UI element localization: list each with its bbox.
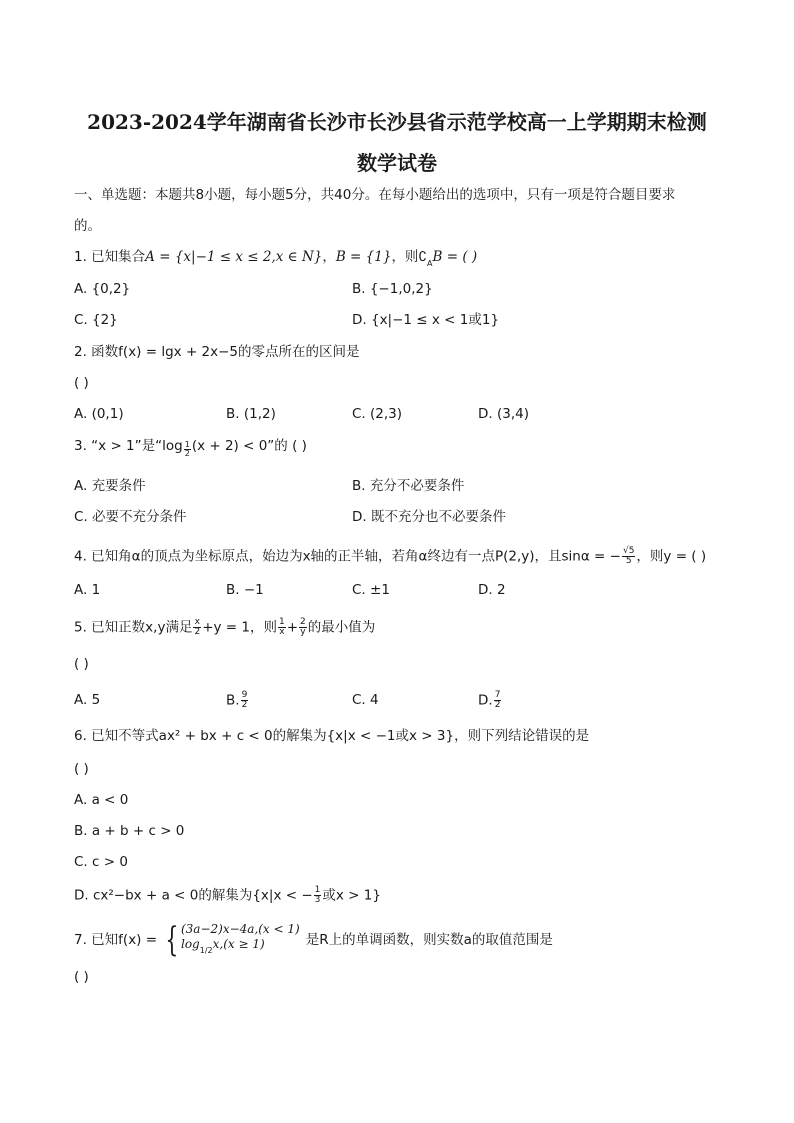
exam-title-line1: 2023-2024学年湖南省长沙市长沙县省示范学校高一上学期期末检测 (87, 110, 707, 134)
q5-option-a: A. 5 (74, 692, 101, 708)
q5-f2-den: x (279, 627, 285, 637)
q4-frac-den: 5 (625, 556, 632, 566)
q5-option-b-label: B. (226, 692, 240, 709)
q6-option-d-text-a: D. cx²−bx + a < 0的解集为{x|x < − (74, 887, 313, 904)
exam-title-line2: 数学试卷 (357, 151, 437, 175)
q2-option-b: B. (1,2) (226, 406, 276, 422)
q4-option-d: D. 2 (478, 582, 506, 598)
q5-paren: ( ) (74, 656, 89, 672)
q1-text-a: 1. 已知集合 (74, 249, 146, 265)
q6-option-b: B. a + b + c > 0 (74, 823, 185, 839)
q7-piecewise-brace: { (165, 920, 179, 960)
q7-text-a: 7. 已知f(x) = (74, 932, 162, 948)
q3-text-b: (x + 2) < 0”的 ( ) (191, 438, 307, 454)
question-7-stem (74, 922, 553, 958)
q6-paren: ( ) (74, 761, 89, 777)
q3-option-d: D. 既不充分也不必要条件 (352, 509, 506, 525)
question-4-stem (74, 547, 706, 566)
q7-case-2 (181, 937, 300, 958)
q4-option-a: A. 1 (74, 582, 101, 598)
q2-paren: ( ) (74, 375, 89, 391)
q5-f3-num: 2 (300, 617, 306, 627)
q7-case-2-base: 1/2 (199, 946, 213, 955)
q3-text-a: 3. “x > 1”是“log (74, 438, 183, 454)
q7-piecewise-cases (181, 922, 300, 958)
q3-log-base-den: 2 (184, 449, 190, 458)
q5-f1-den: 2 (194, 627, 201, 637)
question-3-stem (74, 437, 307, 458)
q1-sep: ， (322, 249, 336, 265)
q4-sin-fraction (622, 547, 635, 566)
q6-option-d-text-b: 或x > 1} (322, 887, 381, 904)
q4-frac-num: √5 (622, 546, 635, 556)
q7-paren: ( ) (74, 969, 89, 985)
q5-frac-2-over-y (299, 618, 307, 637)
q7-text-b: 是R上的单调函数，则实数a的取值范围是 (305, 932, 553, 948)
q3-option-b: B. 充分不必要条件 (352, 478, 465, 494)
question-5-stem (74, 618, 375, 637)
question-1-stem (74, 248, 477, 273)
q3-option-a: A. 充要条件 (74, 478, 146, 494)
q5-option-c: C. 4 (352, 692, 379, 708)
q2-option-d: D. (3,4) (478, 406, 529, 422)
q1-set-b: B = {1} (335, 249, 392, 265)
q1-text-b: ，则∁ (391, 249, 428, 265)
q7-case-2-expr: x,(x ≥ 1) (212, 937, 265, 951)
q1-text-c: B = ( ) (432, 249, 478, 265)
q7-case-1: (3a−2)x−4a,(x < 1) (180, 922, 300, 936)
q5-text-a: 5. 已知正数x,y满足 (74, 619, 193, 636)
q5-option-b (226, 691, 249, 710)
q5-f1-num: x (194, 617, 200, 627)
q6-option-d-frac (314, 886, 322, 905)
q6-option-c: C. c > 0 (74, 854, 128, 870)
q7-case-2-log: log (180, 937, 200, 951)
q3-option-c: C. 必要不充分条件 (74, 509, 187, 525)
q5-option-d-den: 2 (494, 700, 501, 710)
q5-text-d: 的最小值为 (307, 619, 376, 636)
q5-f2-num: 1 (278, 617, 285, 627)
q4-text-b: ，则y = ( ) (636, 548, 707, 565)
q4-option-b: B. −1 (226, 582, 264, 598)
q6-option-d-num: 1 (314, 885, 321, 895)
q5-frac-1-over-x (278, 618, 286, 637)
q1-option-d: D. {x|−1 ≤ x < 1或1} (352, 312, 500, 328)
q4-option-c: C. ±1 (352, 582, 390, 598)
q5-option-d (478, 691, 502, 710)
q5-f3-den: y (300, 627, 306, 637)
question-6-stem: 6. 已知不等式ax² + bx + c < 0的解集为{x|x < −1或x > 3}，则下列结论错误的是 (74, 728, 590, 744)
section1-heading-cont: 的。 (74, 218, 101, 234)
q1-set-a: A = {x|−1 ≤ x ≤ 2,x ∈ N} (145, 249, 323, 265)
q5-option-b-num: 9 (241, 690, 248, 700)
q1-option-c: C. {2} (74, 312, 118, 328)
q1-option-b: B. {−1,0,2} (352, 281, 433, 297)
q5-option-b-den: 2 (241, 700, 248, 710)
q5-option-b-frac (241, 691, 249, 710)
q6-option-d (74, 886, 381, 905)
q5-plus: + (286, 619, 299, 636)
q5-text-b: +y = 1，则 (202, 619, 277, 636)
q1-complement-sub: A (427, 259, 433, 268)
q5-frac-x-over-2 (193, 618, 201, 637)
q4-text-a: 4. 已知角α的顶点为坐标原点，始边为x轴的正半轴，若角α终边有一点P(2,y)，且sinα = − (74, 548, 621, 565)
section1-heading: 一、单选题：本题共8小题，每小题5分，共40分。在每小题给出的选项中，只有一项是符合题目要求 (74, 187, 676, 203)
q3-log-base (184, 441, 191, 458)
q6-option-a: A. a < 0 (74, 792, 129, 808)
q1-option-a: A. {0,2} (74, 281, 131, 297)
question-2-stem: 2. 函数f(x) = lgx + 2x−5的零点所在的区间是 (74, 344, 360, 360)
q5-option-d-label: D. (478, 692, 493, 709)
q3-log-base-num: 1 (184, 440, 190, 449)
q5-option-d-num: 7 (494, 690, 501, 700)
q2-option-c: C. (2,3) (352, 406, 403, 422)
q6-option-d-den: 3 (314, 895, 321, 905)
q2-option-a: A. (0,1) (74, 406, 124, 422)
q5-option-d-frac (494, 691, 502, 710)
